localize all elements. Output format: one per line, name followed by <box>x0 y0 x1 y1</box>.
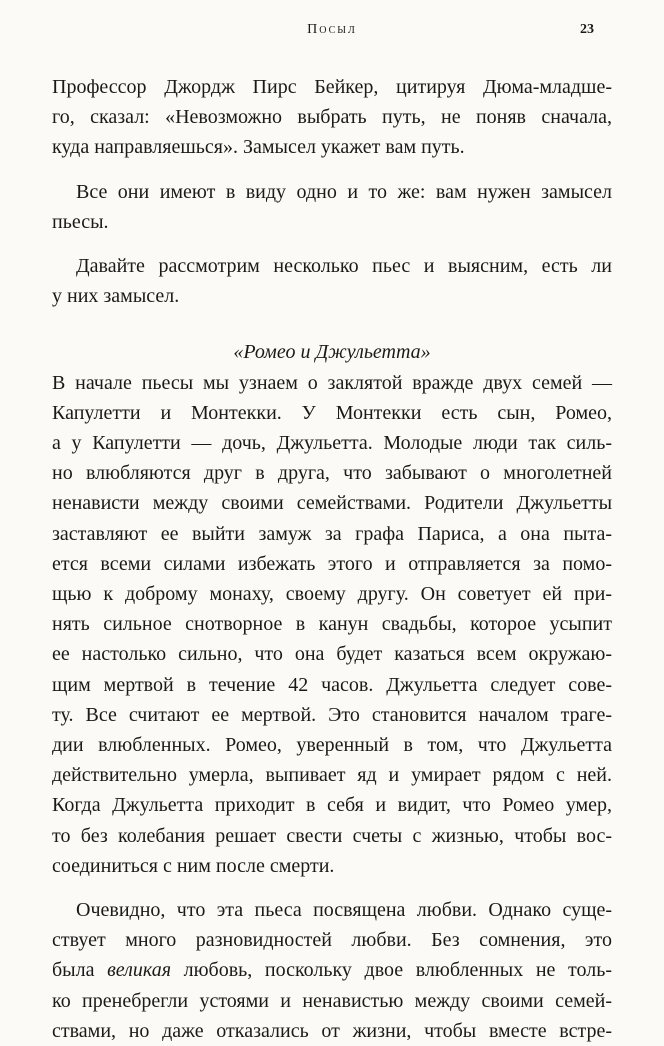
body-text <box>52 72 612 1046</box>
text-run: любовь, поскольку двое влюбленных не толь- <box>171 959 612 982</box>
text-line: заставляют ее выйти замуж за графа Париса, а она пыта- <box>52 522 612 545</box>
paragraph-section-2 <box>52 895 612 1046</box>
paragraph-section-1 <box>52 368 612 881</box>
text-line: Профессор Джордж Пирс Бейкер, цитируя Дюма-младше- <box>52 76 612 98</box>
text-line: нять сильное снотворное в канун свадьбы, которое усыпит <box>52 613 612 636</box>
paragraph-intro-1 <box>52 72 612 163</box>
text-line: а у Капулетти — дочь, Джульетта. Молодые люди так силь- <box>52 432 612 455</box>
text-line: ствует много разновидностей любви. Без сомнения, это <box>52 929 612 952</box>
text-line: куда направляешься». Замысел укажет вам путь. <box>52 136 465 159</box>
text-line: но влюбляются друг в друга, что забывают о многолетней <box>52 462 612 485</box>
text-run: была <box>52 959 108 982</box>
text-line: ется всеми силами избежать этого и отправляется за помо- <box>52 552 612 575</box>
section-heading: «Ромео и Джульетта» <box>233 341 431 364</box>
text-line: Давайте рассмотрим несколько пьес и выясним, есть ли <box>76 255 612 278</box>
text-line: щим мертвой в течение 42 часов. Джульетта следует сове- <box>52 673 612 696</box>
text-line: у них замысел. <box>52 285 180 308</box>
running-header: Посыл <box>307 22 357 37</box>
text-line: го, сказал: «Невозможно выбрать путь, не поняв сначала, <box>52 106 612 129</box>
text-line: соединиться с ним после смерти. <box>52 854 335 877</box>
text-line: ненависти между своими семействами. Родители Джульетты <box>52 492 612 515</box>
page-number: 23 <box>580 22 594 37</box>
text-line: В начале пьесы мы узнаем о заклятой вражде двух семей — <box>52 371 612 394</box>
text-line: ствами, но даже отказались от жизни, чтобы вместе встре- <box>52 1019 612 1042</box>
text-line: ко пренебрегли устоями и ненавистью между своими семей- <box>52 989 612 1012</box>
text-line: Все они имеют в виду одно и то же: вам нужен замысел <box>76 180 612 203</box>
text-line: дии влюбленных. Ромео, уверенный в том, что Джульетта <box>52 734 612 757</box>
text-line: Очевидно, что эта пьеса посвящена любви. Однако суще- <box>76 899 612 922</box>
text-line: ее настолько сильно, что она будет казаться всем окружаю- <box>52 643 612 666</box>
text-line: Когда Джульетта приходит в себя и видит, что Ромео умер, <box>52 794 612 817</box>
text-line: действительно умерла, выпивает яд и умирает рядом с ней. <box>52 764 612 787</box>
text-line: Капулетти и Монтекки. У Монтекки есть сын, Ромео, <box>52 401 612 424</box>
text-line: пьесы. <box>52 210 109 233</box>
paragraph-intro-3 <box>52 251 612 311</box>
text-line: то без колебания решает свести счеты с жизнью, чтобы вос- <box>52 824 612 847</box>
text-line-with-emphasis <box>52 955 612 985</box>
text-line: щью к доброму монаху, своему другу. Он советует ей при- <box>52 583 612 606</box>
emphasized-word: великая <box>107 959 172 982</box>
text-line: ту. Все считают ее мертвой. Это становится началом траге- <box>52 703 612 726</box>
paragraph-intro-2 <box>52 177 612 237</box>
